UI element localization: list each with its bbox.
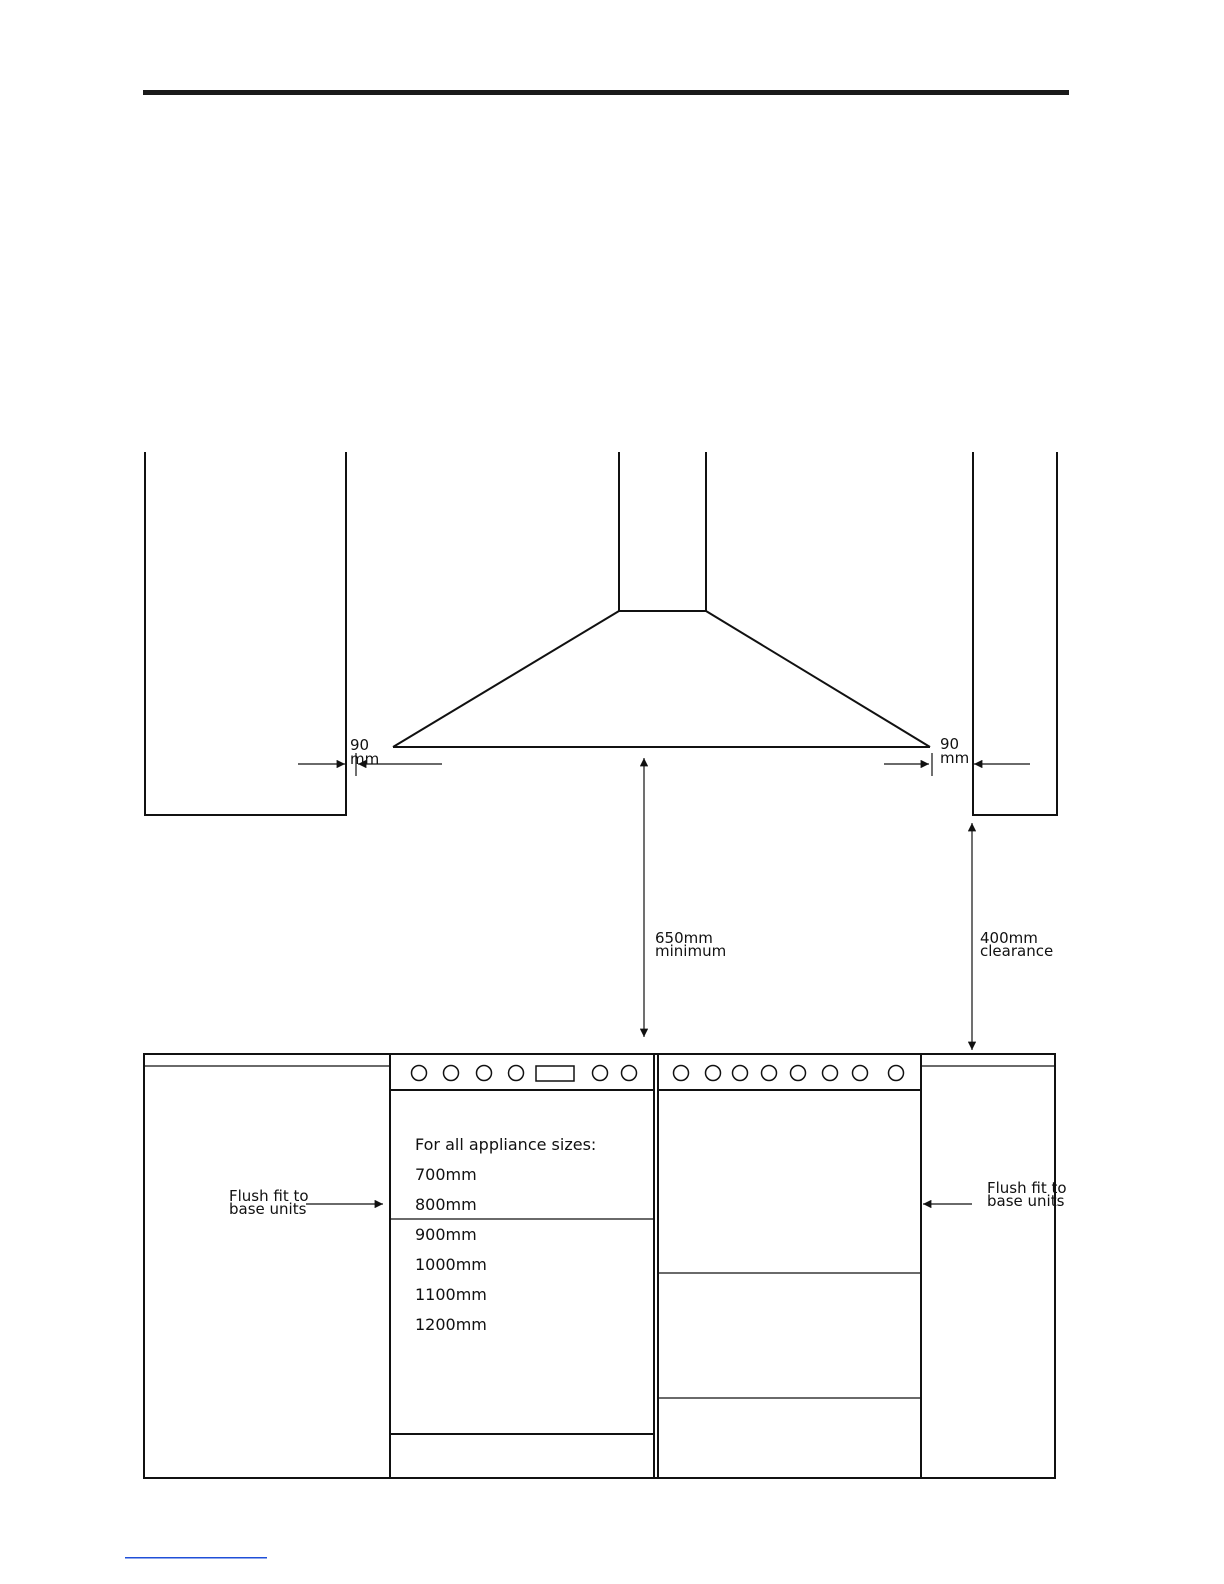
footer-rule xyxy=(125,1557,267,1559)
flush-fit-right-line1: Flush fit to xyxy=(987,1179,1067,1197)
gap-label-left-value: 90 xyxy=(350,736,370,754)
hood-clearance-note: minimum xyxy=(655,942,727,960)
gap-label-left-unit: mm xyxy=(350,750,380,768)
appliance-sizes-heading: For all appliance sizes: xyxy=(415,1135,597,1154)
appliance-size-item: 1000mm xyxy=(415,1255,487,1274)
gap-label-right-value: 90 xyxy=(940,735,960,753)
chimney-hood xyxy=(393,452,930,747)
flush-fit-left-line1: Flush fit to xyxy=(229,1187,309,1205)
appliance-size-item: 700mm xyxy=(415,1165,477,1184)
control-knobs-left xyxy=(412,1066,637,1081)
appliance-size-item: 800mm xyxy=(415,1195,477,1214)
flush-fit-right-line2: base units xyxy=(987,1192,1065,1210)
appliance-size-item: 1200mm xyxy=(415,1315,487,1334)
cabinet-clearance-note: clearance xyxy=(980,942,1054,960)
gap-label-right-unit: mm xyxy=(940,749,970,767)
appliance-size-item: 900mm xyxy=(415,1225,477,1244)
left-wall-cabinet xyxy=(145,452,346,815)
appliance-right-section xyxy=(658,1054,921,1478)
right-wall-cabinet xyxy=(973,452,1057,815)
header-rule xyxy=(143,90,1069,95)
base-units xyxy=(144,1054,1055,1478)
hood-clearance-value: 650mm xyxy=(655,929,713,947)
cabinet-clearance-value: 400mm xyxy=(980,929,1038,947)
flush-fit-left-line2: base units xyxy=(229,1200,307,1218)
appliance-size-item: 1100mm xyxy=(415,1285,487,1304)
clock-display xyxy=(536,1066,574,1081)
control-knobs-right xyxy=(674,1066,904,1081)
